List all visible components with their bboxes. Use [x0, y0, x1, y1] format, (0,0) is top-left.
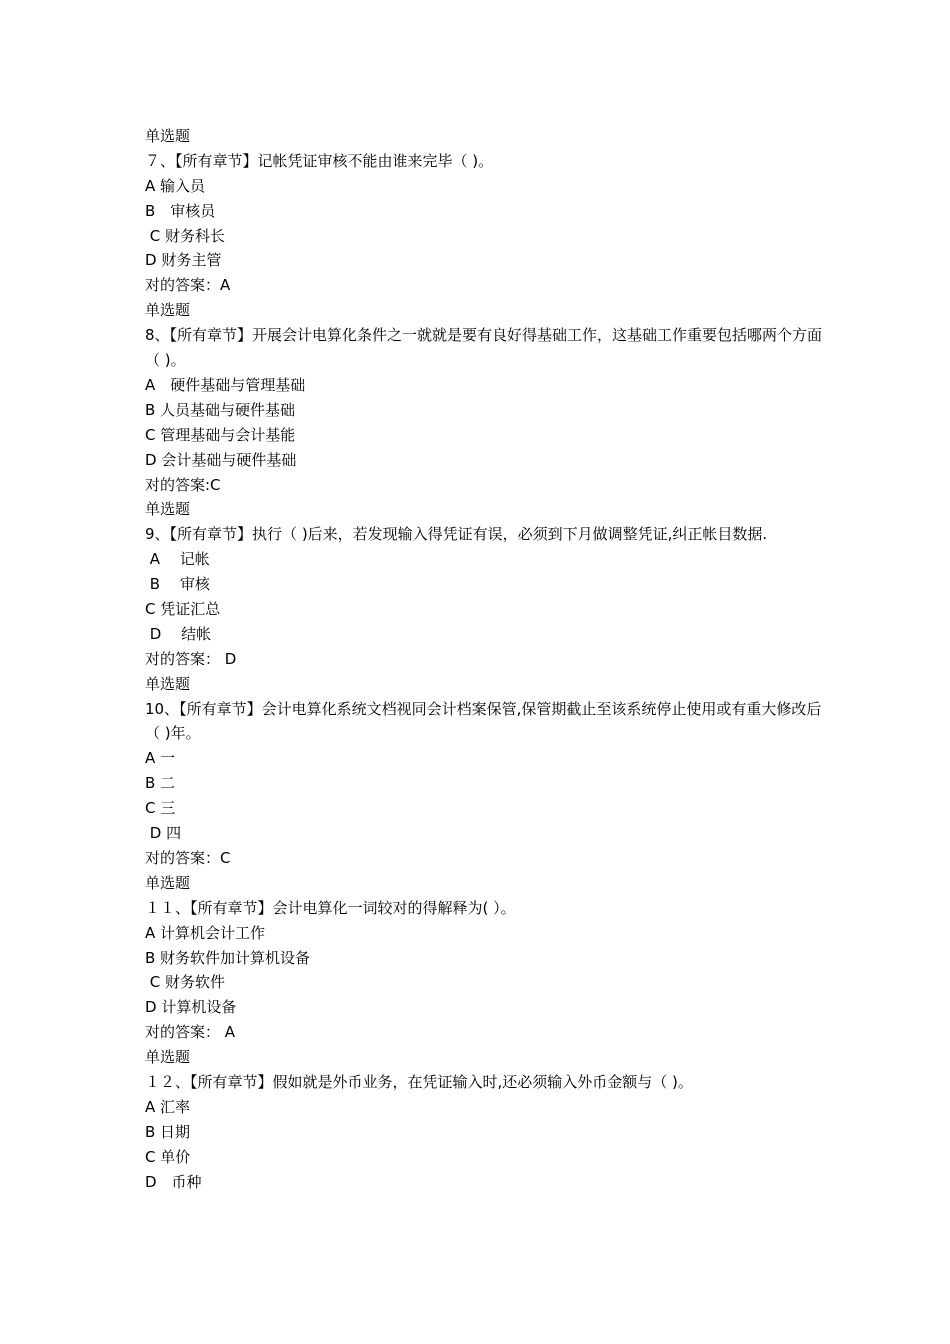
question-stem: 8、【所有章节】开展会计电算化条件之一就就是要有良好得基础工作，这基础工作重要包括哪两个方面（ )。: [145, 326, 823, 370]
option-a: A 计算机会计工作: [145, 923, 266, 942]
option-b: B 审核员: [145, 201, 216, 220]
question-type: 单选题: [145, 301, 191, 320]
question-type: 单选题: [145, 674, 191, 693]
answer-text: 对的答案：C: [145, 848, 231, 867]
option-d: D 币种: [145, 1172, 202, 1191]
question-block: [145, 672, 825, 871]
option-c: C 凭证汇总: [145, 599, 221, 618]
answer-text: 对的答案：A: [145, 276, 231, 295]
question-stem: 9、【所有章节】执行（ )后来，若发现输入得凭证有误，必须到下月做调整凭证,纠正帐目数据.: [145, 525, 768, 544]
option-d: D 结帐: [145, 624, 212, 643]
question-block: [145, 1045, 825, 1194]
option-c: C 财务科长: [145, 226, 226, 245]
option-b: B 审核: [145, 575, 210, 594]
option-d: D 会计基础与硬件基础: [145, 450, 297, 469]
option-b: B 日期: [145, 1122, 191, 1141]
answer-text: 对的答案： A: [145, 1023, 236, 1042]
option-a: A 汇率: [145, 1097, 191, 1116]
question-type: 单选题: [145, 500, 191, 519]
option-a: A 硬件基础与管理基础: [145, 375, 306, 394]
option-c: C 单价: [145, 1147, 191, 1166]
option-d: D 计算机设备: [145, 998, 237, 1017]
question-block: [145, 298, 825, 497]
option-a: A 一: [145, 749, 176, 768]
option-b: B 财务软件加计算机设备: [145, 948, 311, 967]
question-type: 单选题: [145, 127, 191, 145]
option-b: B 人员基础与硬件基础: [145, 400, 296, 419]
option-a: A 输入员: [145, 176, 206, 195]
question-stem: １２、【所有章节】假如就是外币业务，在凭证输入时,还必须输入外币金额与（ )。: [145, 1072, 693, 1091]
answer-text: 对的答案:C: [145, 475, 221, 494]
option-a: A 记帐: [145, 550, 210, 569]
question-block: [145, 124, 825, 298]
question-stem: 10、【所有章节】会计电算化系统文档视同会计档案保管,保管期截止至该系统停止使用或有重大修改后（ )年。: [145, 699, 822, 743]
question-block: [145, 497, 825, 671]
option-d: D 四: [145, 824, 182, 843]
answer-text: 对的答案： D: [145, 649, 237, 668]
option-d: D 财务主管: [145, 251, 222, 270]
question-stem: ７、【所有章节】记帐凭证审核不能由谁来完毕（ )。: [145, 151, 494, 170]
question-block: [145, 871, 825, 1045]
document-page: [145, 124, 825, 1194]
option-c: C 管理基础与会计基能: [145, 425, 296, 444]
option-c: C 三: [145, 799, 176, 818]
question-type: 单选题: [145, 1048, 191, 1067]
question-stem: １１、【所有章节】会计电算化一词较对的得解释为( ）。: [145, 898, 516, 917]
option-b: B 二: [145, 774, 176, 793]
question-type: 单选题: [145, 873, 191, 892]
option-c: C 财务软件: [145, 973, 226, 992]
